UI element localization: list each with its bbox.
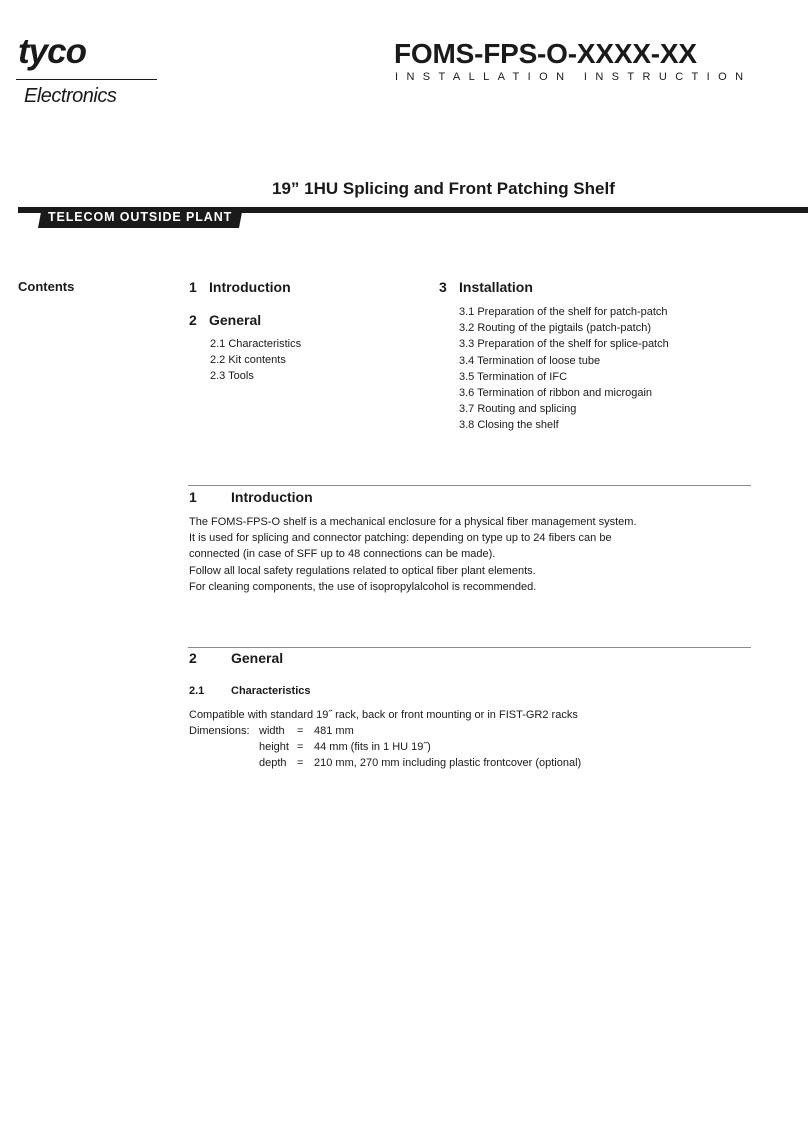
dimension-equals: = [297,741,304,754]
dimension-key: height [259,741,289,754]
introduction-body [189,514,637,595]
toc-item[interactable]: 3.5 Termination of IFC [459,370,568,383]
document-code: FOMS-FPS-O-XXXX-XX [394,38,697,69]
body-line: Compatible with standard 19˝ rack, back or front mounting or in FIST-GR2 racks [189,709,578,721]
toc-heading-number: 1 [189,279,197,295]
dimension-key: width [259,725,285,737]
toc-heading-introduction[interactable] [189,280,291,294]
toc-item[interactable]: 3.1 Preparation of the shelf for patch-patch [459,306,668,318]
toc-item[interactable]: 3.8 Closing the shelf [459,419,559,432]
dimensions-label: Dimensions: [189,725,250,737]
toc-item[interactable]: 2.3 Tools [210,370,254,383]
dimension-row [189,723,649,739]
subsection-title: Characteristics [231,685,311,697]
document-type: INSTALLATION INSTRUCTION [395,71,752,83]
toc-item[interactable]: 3.4 Termination of loose tube [459,354,601,367]
toc-item[interactable]: 2.1 Characteristics [210,338,302,350]
toc-item[interactable]: 3.7 Routing and splicing [459,403,577,416]
toc-list-general [210,336,301,385]
toc-item[interactable]: 3.2 Routing of the pigtails (patch-patch) [459,322,652,335]
logo-divider [16,79,157,80]
dimension-value: 44 mm (fits in 1 HU 19˝) [314,741,431,754]
toc-item[interactable]: 2.2 Kit contents [210,354,286,367]
toc-heading-title: Introduction [209,279,291,295]
dimension-key: depth [259,757,287,770]
section-number: 2 [189,650,197,666]
toc-item[interactable]: 3.3 Preparation of the shelf for splice-patch [459,338,669,351]
dimension-value: 481 mm [314,725,354,737]
toc-heading-number: 2 [189,312,197,328]
subsection-number: 2.1 [189,685,205,697]
brand-logo: tyco [18,32,86,71]
section-heading-introduction [189,490,313,504]
body-line: For cleaning components, the use of isopropylalcohol is recommended. [189,580,537,593]
toc-heading-number: 3 [439,279,447,295]
section-title: Introduction [231,489,313,505]
toc-heading-title: General [209,312,262,328]
section-divider [188,485,751,486]
subsection-heading-characteristics [189,686,311,697]
toc-heading-title: Installation [459,279,533,295]
dimension-equals: = [297,725,304,737]
band-label: TELECOM OUTSIDE PLANT [48,210,233,224]
body-line: Follow all local safety regulations related to optical fiber plant elements. [189,564,536,577]
dimension-row [189,739,649,755]
section-title: General [231,650,284,666]
body-line: The FOMS-FPS-O shelf is a mechanical enclosure for a physical fiber management system. [189,516,637,528]
toc-item[interactable]: 3.6 Termination of ribbon and microgain [459,386,653,399]
toc-heading-general[interactable] [189,313,261,327]
document-title: 19” 1HU Splicing and Front Patching Shelf [272,179,615,198]
body-line: connected (in case of SFF up to 48 connections can be made). [189,548,496,561]
section-heading-general [189,651,283,665]
dimensions-table [189,723,649,772]
dimension-value: 210 mm, 270 mm including plastic frontcover (optional) [314,757,582,770]
compatibility-text [189,707,578,723]
toc-list-installation [459,304,669,434]
section-divider [188,647,751,648]
dimension-row [189,755,649,771]
body-line: It is used for splicing and connector patching: depending on type up to 24 fibers can be [189,532,612,545]
toc-heading-installation[interactable] [439,280,533,294]
brand-logo-subtitle: Electronics [24,85,117,107]
section-number: 1 [189,489,197,505]
dimension-equals: = [297,757,304,770]
contents-label: Contents [18,279,75,294]
